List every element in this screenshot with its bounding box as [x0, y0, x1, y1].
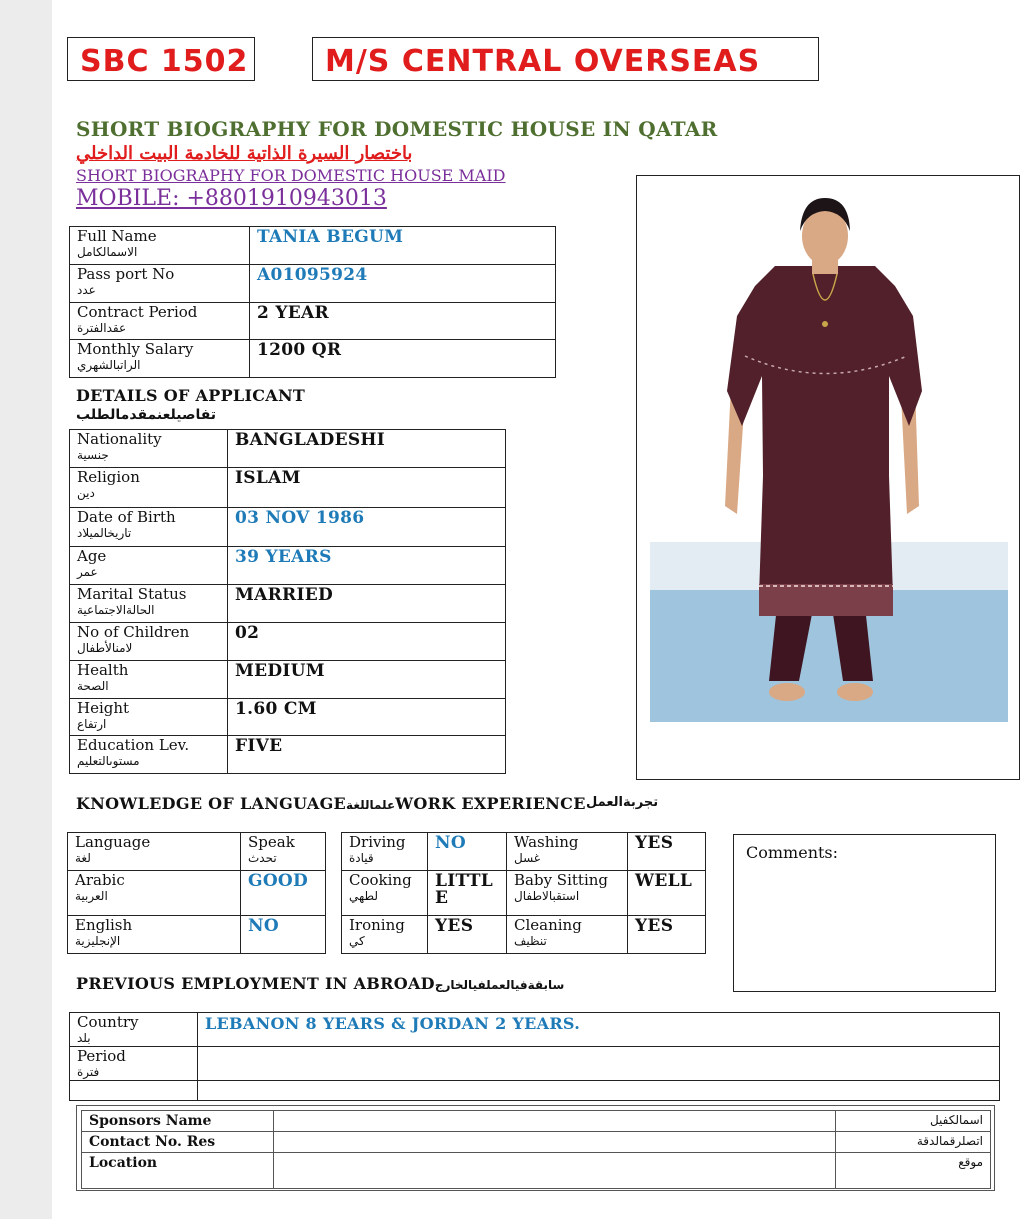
health-value: MEDIUM	[235, 661, 325, 681]
skill-label: Driving	[349, 833, 406, 851]
sponsor-name-label: Sponsors Name	[89, 1113, 212, 1129]
basic-info-table	[69, 226, 556, 378]
language-name-arabic: الإنجليزية	[75, 934, 121, 948]
field-label-arabic: ارتفاع	[77, 717, 107, 731]
age-value: 39 YEARS	[235, 547, 332, 567]
ironing-value: YES	[435, 916, 474, 936]
sbc-code-box	[67, 37, 255, 81]
table-row	[68, 916, 326, 954]
table-row	[70, 430, 506, 468]
skill-label-arabic: كي	[349, 934, 365, 948]
contact-field	[274, 1132, 836, 1153]
table-row	[70, 468, 506, 508]
skill-label: Baby Sitting	[514, 871, 608, 889]
table-row	[82, 1111, 991, 1132]
agency-name: M/S CENTRAL OVERSEAS	[325, 44, 761, 79]
language-heading	[76, 794, 586, 813]
country-label-arabic: بلد	[77, 1031, 91, 1045]
table-row	[70, 699, 506, 736]
full-name-value: TANIA BEGUM	[257, 227, 404, 247]
table-row	[70, 547, 506, 585]
sponsor-table	[81, 1110, 991, 1189]
contract-value: 2 YEAR	[257, 303, 329, 323]
field-label-arabic: الصحة	[77, 679, 109, 693]
cooking-value: LITTLE	[435, 871, 494, 908]
table-row	[70, 585, 506, 623]
field-label-arabic: مستوىالتعليم	[77, 754, 140, 768]
marital-value: MARRIED	[235, 585, 334, 605]
period-value	[198, 1047, 1000, 1081]
table-row	[342, 833, 706, 871]
field-label: Age	[77, 547, 107, 565]
skill-label: Ironing	[349, 916, 405, 934]
skill-label: Cooking	[349, 871, 412, 889]
field-label: Contract Period	[77, 303, 198, 321]
field-label-arabic: عقدالفترة	[77, 321, 127, 335]
skill-label-arabic: غسل	[514, 851, 541, 865]
field-label-arabic: دين	[77, 486, 95, 500]
education-value: FIVE	[235, 736, 283, 756]
field-label-arabic: تاريخالميلاد	[77, 526, 132, 540]
field-label: Height	[77, 699, 130, 717]
table-row	[70, 1081, 1000, 1101]
column-label: Speak	[248, 833, 295, 851]
washing-value: YES	[635, 833, 674, 853]
table-row	[70, 340, 556, 378]
details-heading: DETAILS OF APPLICANT	[76, 386, 306, 405]
field-label: Date of Birth	[77, 508, 176, 526]
field-label-arabic: لامنالأطفال	[77, 641, 133, 655]
field-label: Health	[77, 661, 129, 679]
country-label: Country	[77, 1013, 139, 1031]
title-english: SHORT BIOGRAPHY FOR DOMESTIC HOUSE IN QATAR	[76, 117, 718, 141]
field-label-arabic: عمر	[77, 565, 98, 579]
previous-employment-table	[69, 1012, 1000, 1101]
skill-label-arabic: قيادة	[349, 851, 374, 865]
driving-value: NO	[435, 833, 466, 853]
table-row	[70, 736, 506, 774]
period-label-arabic: فترة	[77, 1065, 100, 1079]
location-field	[274, 1153, 836, 1189]
previous-heading-text: PREVIOUS EMPLOYMENT IN ABROAD	[76, 974, 435, 993]
comments-box	[733, 834, 996, 992]
language-name: Arabic	[75, 871, 125, 889]
details-table	[69, 429, 506, 774]
work-heading-text: WORK EXPERIENCE	[395, 794, 586, 813]
language-table	[67, 832, 326, 954]
table-row	[70, 227, 556, 265]
skill-label-arabic: تنظيف	[514, 934, 547, 948]
table-row	[70, 623, 506, 661]
language-heading-arabic: علماللغة	[346, 798, 396, 812]
table-row	[70, 661, 506, 699]
field-label-arabic: جنسية	[77, 448, 109, 462]
table-row	[70, 265, 556, 303]
cleaning-value: YES	[635, 916, 674, 936]
field-label-arabic: الاسمالكامل	[77, 245, 138, 259]
details-heading-arabic: تفاصيلعنمقدمالطلب	[76, 407, 217, 423]
skill-label-arabic: لطهي	[349, 889, 379, 903]
height-value: 1.60 CM	[235, 699, 317, 719]
location-label: Location	[89, 1155, 158, 1171]
baby-sitting-value: WELL	[635, 871, 693, 891]
dob-value: 03 NOV 1986	[235, 508, 365, 528]
previous-heading	[76, 974, 564, 993]
sponsor-block	[76, 1105, 995, 1191]
sbc-code: SBC 1502	[80, 44, 249, 79]
table-row	[68, 833, 326, 871]
field-label: Religion	[77, 468, 140, 486]
field-label: No of Children	[77, 623, 190, 641]
arabic-level: GOOD	[248, 871, 309, 891]
field-label: Education Lev.	[77, 736, 190, 754]
table-row	[82, 1132, 991, 1153]
religion-value: ISLAM	[235, 468, 301, 488]
column-label: Language	[75, 833, 151, 851]
applicant-photo	[637, 176, 1019, 779]
table-row	[342, 916, 706, 954]
comments-label: Comments:	[746, 843, 839, 862]
field-label-arabic: الحالةالاجتماعية	[77, 603, 155, 617]
sponsor-name-arabic: اسمالكفيل	[929, 1113, 983, 1127]
field-label: Full Name	[77, 227, 157, 245]
previous-heading-arabic: سابقةفيالعملفيالخارج	[434, 978, 565, 992]
field-label: Pass port No	[77, 265, 175, 283]
contact-arabic: اتصلرقمالدقة	[916, 1134, 983, 1148]
applicant-photo-frame	[636, 175, 1020, 780]
field-label: Monthly Salary	[77, 340, 194, 358]
work-experience-table	[341, 832, 706, 954]
field-label: Nationality	[77, 430, 162, 448]
empty-cell	[198, 1081, 1000, 1101]
country-value: LEBANON 8 YEARS & JORDAN 2 YEARS.	[205, 1014, 581, 1033]
subtitle: SHORT BIOGRAPHY FOR DOMESTIC HOUSE MAID	[76, 166, 506, 185]
field-label: Marital Status	[77, 585, 187, 603]
work-heading-arabic: تجربةالعمل	[586, 795, 659, 810]
passport-value: A01095924	[257, 265, 368, 285]
nationality-value: BANGLADESHI	[235, 430, 386, 450]
english-level: NO	[248, 916, 279, 936]
column-label-arabic: تحدث	[248, 851, 277, 865]
table-row	[70, 1047, 1000, 1081]
empty-cell	[70, 1081, 198, 1101]
table-row	[68, 871, 326, 916]
children-value: 02	[235, 623, 260, 643]
language-name: English	[75, 916, 133, 934]
skill-label: Cleaning	[514, 916, 582, 934]
language-heading-text: KNOWLEDGE OF LANGUAGE	[76, 794, 347, 813]
title-arabic: باختصار السيرة الذاتية للخادمة البيت الداخلي	[76, 143, 413, 164]
agency-box	[312, 37, 819, 81]
field-label-arabic: عدد	[77, 283, 96, 297]
contact-label: Contact No. Res	[89, 1134, 216, 1150]
skill-label-arabic: استقبالاطفال	[514, 889, 580, 903]
salary-value: 1200 QR	[257, 340, 342, 360]
language-name-arabic: العربية	[75, 889, 108, 903]
location-arabic: موقع	[958, 1155, 983, 1169]
table-row	[70, 1013, 1000, 1047]
table-row	[82, 1153, 991, 1189]
skill-label: Washing	[514, 833, 579, 851]
table-row	[70, 508, 506, 547]
mobile-number: MOBILE: +8801910943013	[76, 186, 387, 211]
sponsor-name-field	[274, 1111, 836, 1132]
period-label: Period	[77, 1047, 126, 1065]
column-label-arabic: لغة	[75, 851, 91, 865]
table-row	[342, 871, 706, 916]
table-row	[70, 303, 556, 340]
field-label-arabic: الراتبالشهري	[77, 358, 141, 372]
